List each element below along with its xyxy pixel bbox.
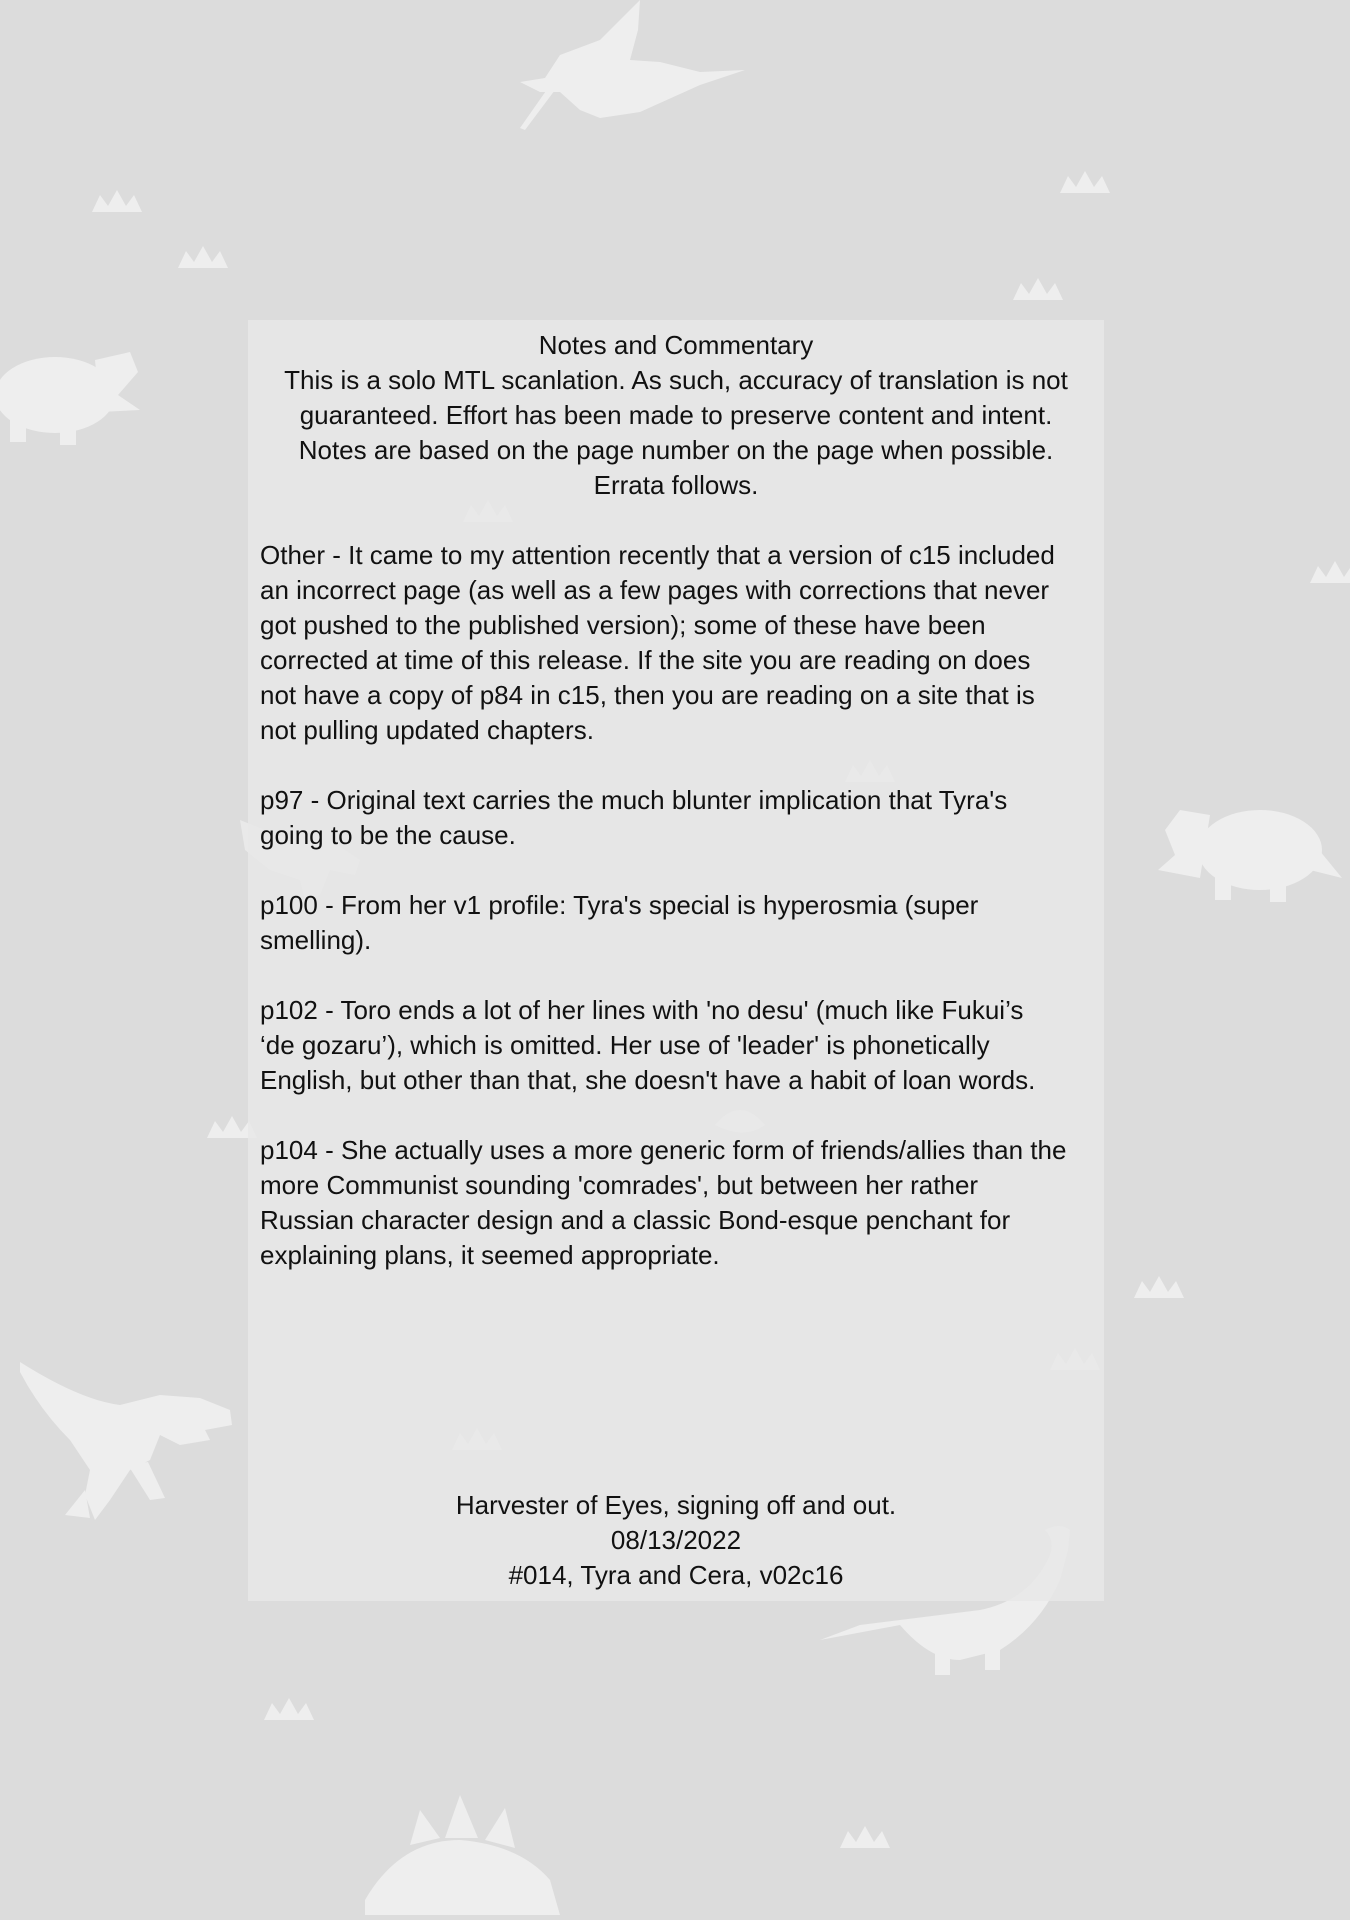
note-line: smelling). (260, 925, 372, 955)
note-p97 (260, 783, 1092, 853)
t-rex-icon (20, 1362, 232, 1520)
intro-paragraph (260, 363, 1092, 503)
note-line: p97 - Original text carries the much blunter implication that Tyra's (260, 785, 1008, 815)
note-line: p100 - From her v1 profile: Tyra's special is hyperosmia (super (260, 890, 979, 920)
note-line: got pushed to the published version); some of these have been (260, 610, 986, 640)
note-line: explaining plans, it seemed appropriate. (260, 1240, 720, 1270)
note-line: not have a copy of p84 in c15, then you are reading on a site that is (260, 680, 1035, 710)
intro-line: This is a solo MTL scanlation. As such, accuracy of translation is not (284, 365, 1068, 395)
pterodactyl-icon (520, 0, 745, 130)
note-line: corrected at time of this release. If the site you are reading on does (260, 645, 1031, 675)
note-p104 (260, 1133, 1092, 1273)
note-line: ‘de gozaru’), which is omitted. Her use of 'leader' is phonetically (260, 1030, 990, 1060)
intro-line: guaranteed. Effort has been made to preserve content and intent. (299, 400, 1053, 430)
release-label: #014, Tyra and Cera, v02c16 (508, 1560, 844, 1590)
intro-line: Errata follows. (593, 470, 759, 500)
triceratops-icon (1158, 810, 1342, 902)
signoff-block (248, 1488, 1104, 1593)
note-line: Other - It came to my attention recently that a version of c15 included (260, 540, 1055, 570)
intro-line: Notes are based on the page number on the page when possible. (298, 435, 1054, 465)
note-line: more Communist sounding 'comrades', but between her rather (260, 1170, 979, 1200)
signoff-date: 08/13/2022 (610, 1525, 742, 1555)
stegosaurus-icon (365, 1795, 560, 1915)
note-line: p102 - Toro ends a lot of her lines with 'no desu' (much like Fukui’s (260, 995, 1024, 1025)
note-p100 (260, 888, 1092, 958)
note-other (260, 538, 1092, 748)
note-p102 (260, 993, 1092, 1098)
note-line: p104 - She actually uses a more generic form of friends/allies than the (260, 1135, 1067, 1165)
note-line: not pulling updated chapters. (260, 715, 594, 745)
triceratops-icon (0, 352, 140, 445)
note-line: an incorrect page (as well as a few pages with corrections that never (260, 575, 1050, 605)
notes-panel (248, 320, 1104, 1601)
note-line: going to be the cause. (260, 820, 516, 850)
page-title: Notes and Commentary (538, 330, 814, 360)
note-line: English, but other than that, she doesn't have a habit of loan words. (260, 1065, 1036, 1095)
note-line: Russian character design and a classic Bond-esque penchant for (260, 1205, 1011, 1235)
signoff-line: Harvester of Eyes, signing off and out. (455, 1490, 897, 1520)
